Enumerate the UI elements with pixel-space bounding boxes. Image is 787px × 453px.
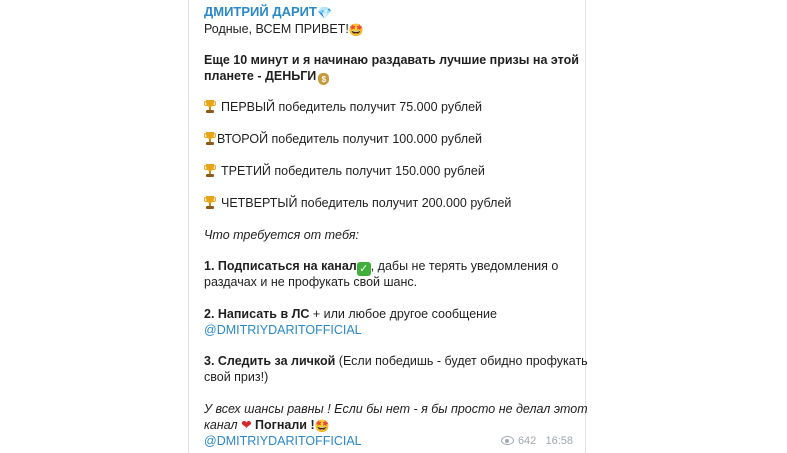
prize-line-2 xyxy=(204,131,482,147)
prize-line-1 xyxy=(204,99,482,115)
closing-text: канал xyxy=(204,418,242,432)
step-3-line-1 xyxy=(204,353,588,369)
closing-bold-text: Погнали ! xyxy=(251,418,315,432)
view-count: 642 xyxy=(517,435,537,447)
heart-emoji-icon: ❤ xyxy=(241,417,252,432)
diamond-emoji-icon: 💎 xyxy=(316,6,332,20)
eye-icon xyxy=(501,436,514,445)
message-time: 16:58 xyxy=(545,435,573,447)
intro-line-1: Еще 10 минут и я начинаю раздавать лучшие призы на этой xyxy=(204,53,579,67)
author-name-text: ДМИТРИЙ ДАРИТ xyxy=(204,4,317,19)
closing-line-1: У всех шансы равны ! Если бы нет - я бы просто не делал этот xyxy=(204,402,588,416)
step-3-title: 3. Следить за личкой xyxy=(204,354,336,368)
star-struck-emoji-icon: 🤩 xyxy=(348,23,364,37)
step-2-username-link[interactable]: @DMITRIYDARITOFFICIAL xyxy=(204,323,362,337)
channel-author-name[interactable] xyxy=(204,4,332,19)
greeting-text: Родные, ВСЕМ ПРИВЕТ! xyxy=(204,22,349,36)
trophy-icon xyxy=(204,100,216,113)
step-3-line-2: свой приз!) xyxy=(204,370,269,384)
step-1-text: , дабы не терять уведомления о xyxy=(370,259,559,273)
closing-username-link[interactable]: @DMITRIYDARITOFFICIAL xyxy=(204,434,362,448)
channel-post-frame xyxy=(188,0,586,453)
intro-line-2 xyxy=(204,68,329,85)
prize-text-1: ПЕРВЫЙ победитель получит 75.000 рублей xyxy=(221,100,483,114)
step-1-title: 1. Подписаться на канал xyxy=(204,259,357,273)
requirements-title: Что требуется от тебя: xyxy=(204,228,360,242)
prize-text-2: ВТОРОЙ победитель получит 100.000 рублей xyxy=(217,132,483,146)
greeting-line xyxy=(204,21,364,37)
step-2-line-1 xyxy=(204,306,497,322)
step-1-line-2: раздачах и не профукать свой шанс. xyxy=(204,275,418,289)
step-2-title: 2. Написать в ЛС xyxy=(204,307,310,321)
trophy-icon xyxy=(204,196,216,209)
star-struck-emoji-icon: 🤩 xyxy=(314,419,330,433)
step-3-text: (Если победишь - будет обидно профукать xyxy=(335,354,588,368)
trophy-icon xyxy=(204,132,216,145)
check-mark-icon: ✓ xyxy=(357,262,371,276)
prize-line-3 xyxy=(204,163,485,179)
money-bag-icon: $ xyxy=(318,73,329,85)
intro-line-2-text: планете - ДЕНЬГИ xyxy=(204,69,317,83)
trophy-icon xyxy=(204,164,216,177)
prize-line-4 xyxy=(204,195,511,211)
message-meta xyxy=(501,435,573,447)
closing-line-2 xyxy=(204,417,330,433)
step-2-text: + или любое другое сообщение xyxy=(309,307,497,321)
prize-text-3: ТРЕТИЙ победитель получит 150.000 рублей xyxy=(221,164,485,178)
prize-text-4: ЧЕТВЕРТЫЙ победитель получит 200.000 рублей xyxy=(221,196,512,210)
